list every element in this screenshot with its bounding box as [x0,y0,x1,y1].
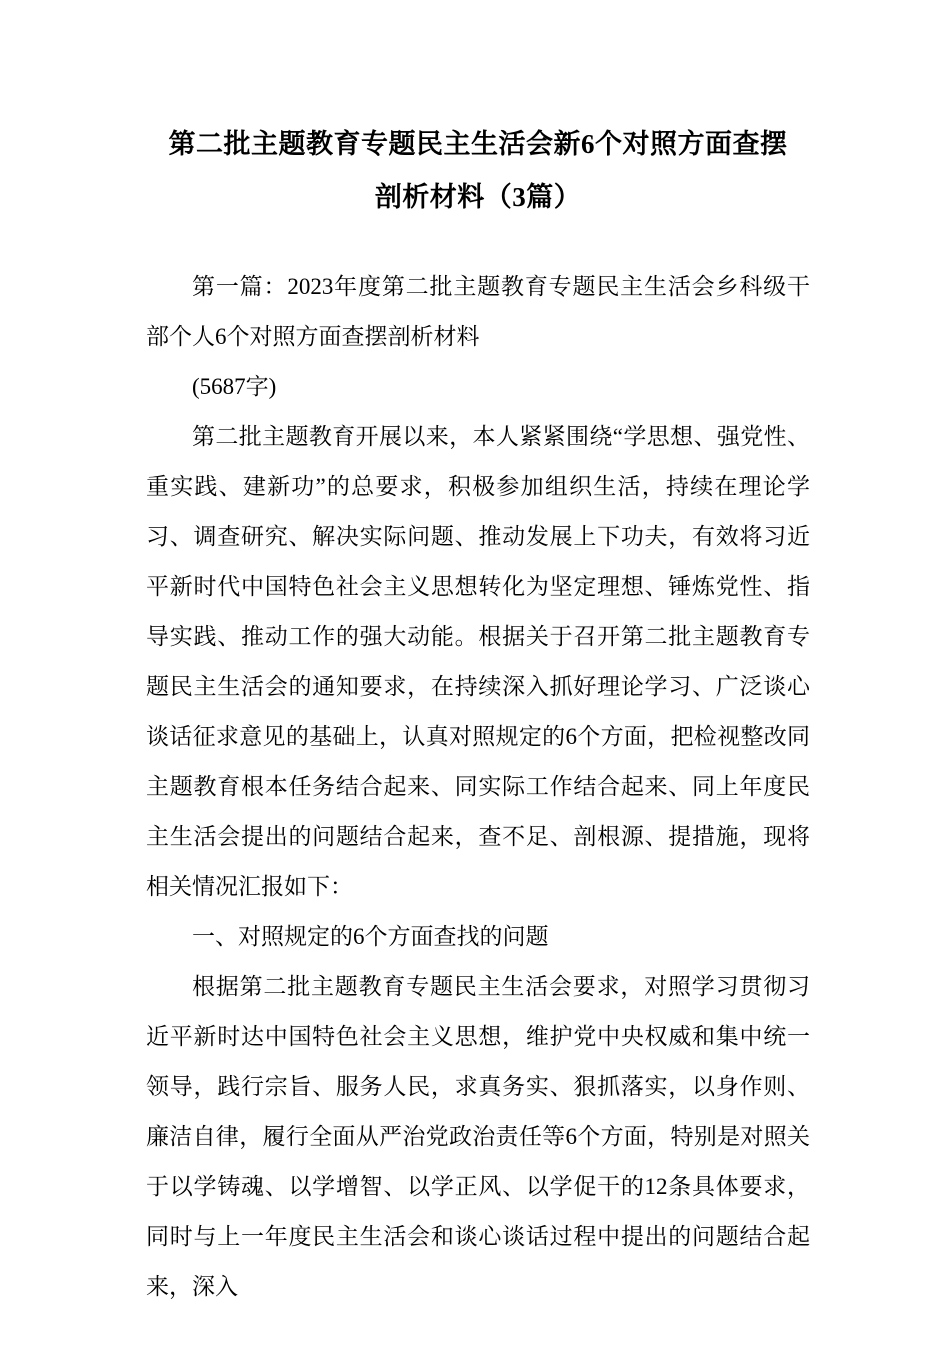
paragraph-section-heading: 一、对照规定的6个方面查找的问题 [192,924,549,949]
document-title-line-1: 第二批主题教育专题民主生活会新6个对照方面查摆 [168,129,788,159]
paragraph-body: 第二批主题教育开展以来，本人紧紧围绕“学思想、强党性、重实践、建新功”的总要求，积极参加组织生活，持续在理论学习、调查研究、解决实际问题、推动发展上下功夫，有效将习近平新时代中国特色社会主义思想转化为坚定理想、锤炼党性、指导实践、推动工作的强大动能。根据关于召开第二批主题教育专题民主生活会的通知要求，在持续深入抓好理论学习、广泛谈心谈话征求意见的基础上，认真对照规定的6个方面，把检视整改同主题教育根本任务结合起来、同实际工作结合起来、同上年度民主生活会提出的问题结合起来，查不足、剖根源、提措施，现将相关情况汇报如下： [146,424,810,899]
document-title-line-2: 剖析材料（3篇） [374,182,582,212]
paragraph-subtitle: 第一篇：2023年度第二批主题教育专题民主生活会乡科级干部个人6个对照方面查摆剖析材料 [146,274,810,349]
paragraph-body: 根据第二批主题教育专题民主生活会要求，对照学习贯彻习近平新时达中国特色社会主义思想，维护党中央权威和集中统一领导，践行宗旨、服务人民，求真务实、狠抓落实，以身作则、廉洁自律，履行全面从严治党政治责任等6个方面，特别是对照关于以学铸魂、以学增智、以学正风、以学促干的12条具体要求，同时与上一年度民主生活会和谈心谈话过程中提出的问题结合起来，深入 [146,974,810,1299]
paragraph-word-count: (5687字) [192,374,277,399]
document-title [146,118,810,224]
